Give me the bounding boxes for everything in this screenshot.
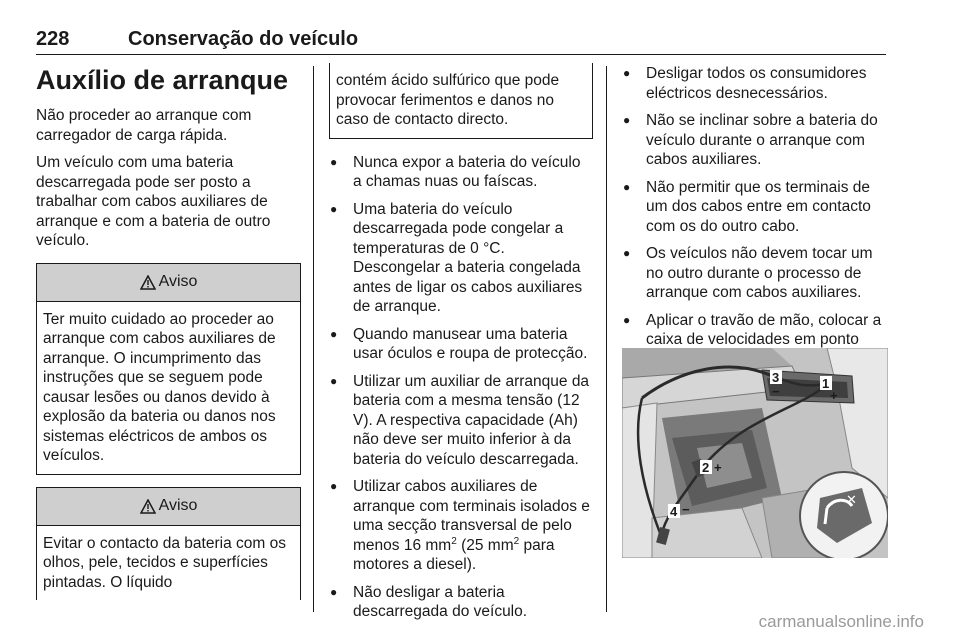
warning-box — [36, 263, 301, 475]
section-title: Auxílio de arranque — [36, 65, 289, 95]
column-1 — [36, 64, 301, 600]
list-item: ● Desligar todos os consumidores eléctricos desnecessários. — [622, 64, 888, 103]
engine-bay-drawing — [622, 348, 888, 558]
svg-text:+: + — [714, 460, 722, 475]
warning-text: Ter muito cuidado ao proceder ao arranque com cabos auxiliares de arranque. O incumprimento das instruções que se seguem pode causar lesões ou danos devido à explosão da bateria ou danos nos sistemas eléctricos de ambos os veículos. — [43, 310, 276, 464]
chapter-title: Conservação do veículo — [128, 28, 359, 50]
page-number: 228 — [36, 28, 70, 50]
column-3 — [622, 64, 888, 377]
list-text: Aplicar o travão de mão, colocar a caixa de velocidades em ponto — [646, 311, 882, 348]
warning-triangle-icon — [140, 499, 156, 514]
list-item: ● Utilizar um auxiliar de arranque da bateria com a mesma tensão (12 V). A respectiva capacidade (Ah) não deve ser muito inferior à da bateria do veículo descarregada. — [329, 372, 593, 470]
list-item: ● Não desligar a bateria descarregada do veículo. — [329, 583, 593, 622]
label-2: 2 — [702, 460, 710, 475]
svg-text:−: − — [772, 384, 780, 399]
column-2 — [329, 64, 593, 630]
list-item: ● Não permitir que os terminais de um dos cabos entre em contacto com os do outro cabo. — [622, 178, 888, 237]
warning-header — [37, 264, 300, 302]
page-header — [36, 28, 886, 55]
bullet-list — [329, 153, 593, 622]
list-item: ● Quando manusear uma bateria usar óculos e roupa de protecção. — [329, 325, 593, 364]
column-divider — [313, 66, 314, 612]
warning-box — [36, 487, 301, 601]
svg-text:✕: ✕ — [846, 493, 857, 508]
warning-triangle-icon — [140, 275, 156, 290]
warning-label: Aviso — [158, 273, 198, 291]
label-3: 3 — [772, 370, 780, 385]
warning-label: Aviso — [158, 497, 198, 515]
superscript: 2 — [513, 535, 520, 547]
list-text: Utilizar cabos auxiliares de arranque com terminais isolados e uma secção transversal de pelo menos 16 mm — [353, 478, 590, 554]
paragraph: Um veículo com uma bateria descarregada pode ser posto a trabalhar com cabos auxiliares de arranque e com a bateria de outro veículo. — [36, 154, 271, 249]
list-item: ● Nunca expor a bateria do veículo a chamas nuas ou faíscas. — [329, 153, 593, 192]
list-item — [329, 477, 593, 575]
svg-text:−: − — [682, 502, 690, 517]
label-1: 1 — [822, 376, 830, 391]
superscript: 2 — [451, 535, 457, 547]
list-text: para motores a diesel). — [353, 536, 555, 573]
list-item: ● Não se inclinar sobre a bateria do veículo durante o arranque com cabos auxiliares. — [622, 111, 888, 170]
paragraph: Não proceder ao arranque com carregador de carga rápida. — [36, 107, 252, 144]
warning-text: Evitar o contacto da bateria com os olhos, pele, tecidos e superfícies pintadas. O líquido — [43, 534, 286, 591]
list-item: ● Os veículos não devem tocar um no outro durante o processo de arranque com cabos auxiliares. — [622, 244, 888, 303]
warning-header — [37, 488, 300, 526]
column-divider — [606, 66, 607, 612]
jump-start-illustration — [622, 348, 888, 558]
bullet-list — [622, 64, 888, 369]
watermark: carmanualsonline.info — [758, 612, 924, 631]
svg-text:+: + — [830, 388, 838, 403]
list-item: ● Uma bateria do veículo descarregada pode congelar a temperaturas de 0 °C. Descongelar a bateria congelada antes de ligar os cabos auxiliares de arranque. — [329, 200, 593, 317]
list-text: (25 mm — [456, 536, 514, 554]
label-4: 4 — [670, 504, 678, 519]
warning-continuation: contém ácido sulfúrico que pode provocar ferimentos e danos no caso de contacto directo. — [329, 63, 593, 139]
